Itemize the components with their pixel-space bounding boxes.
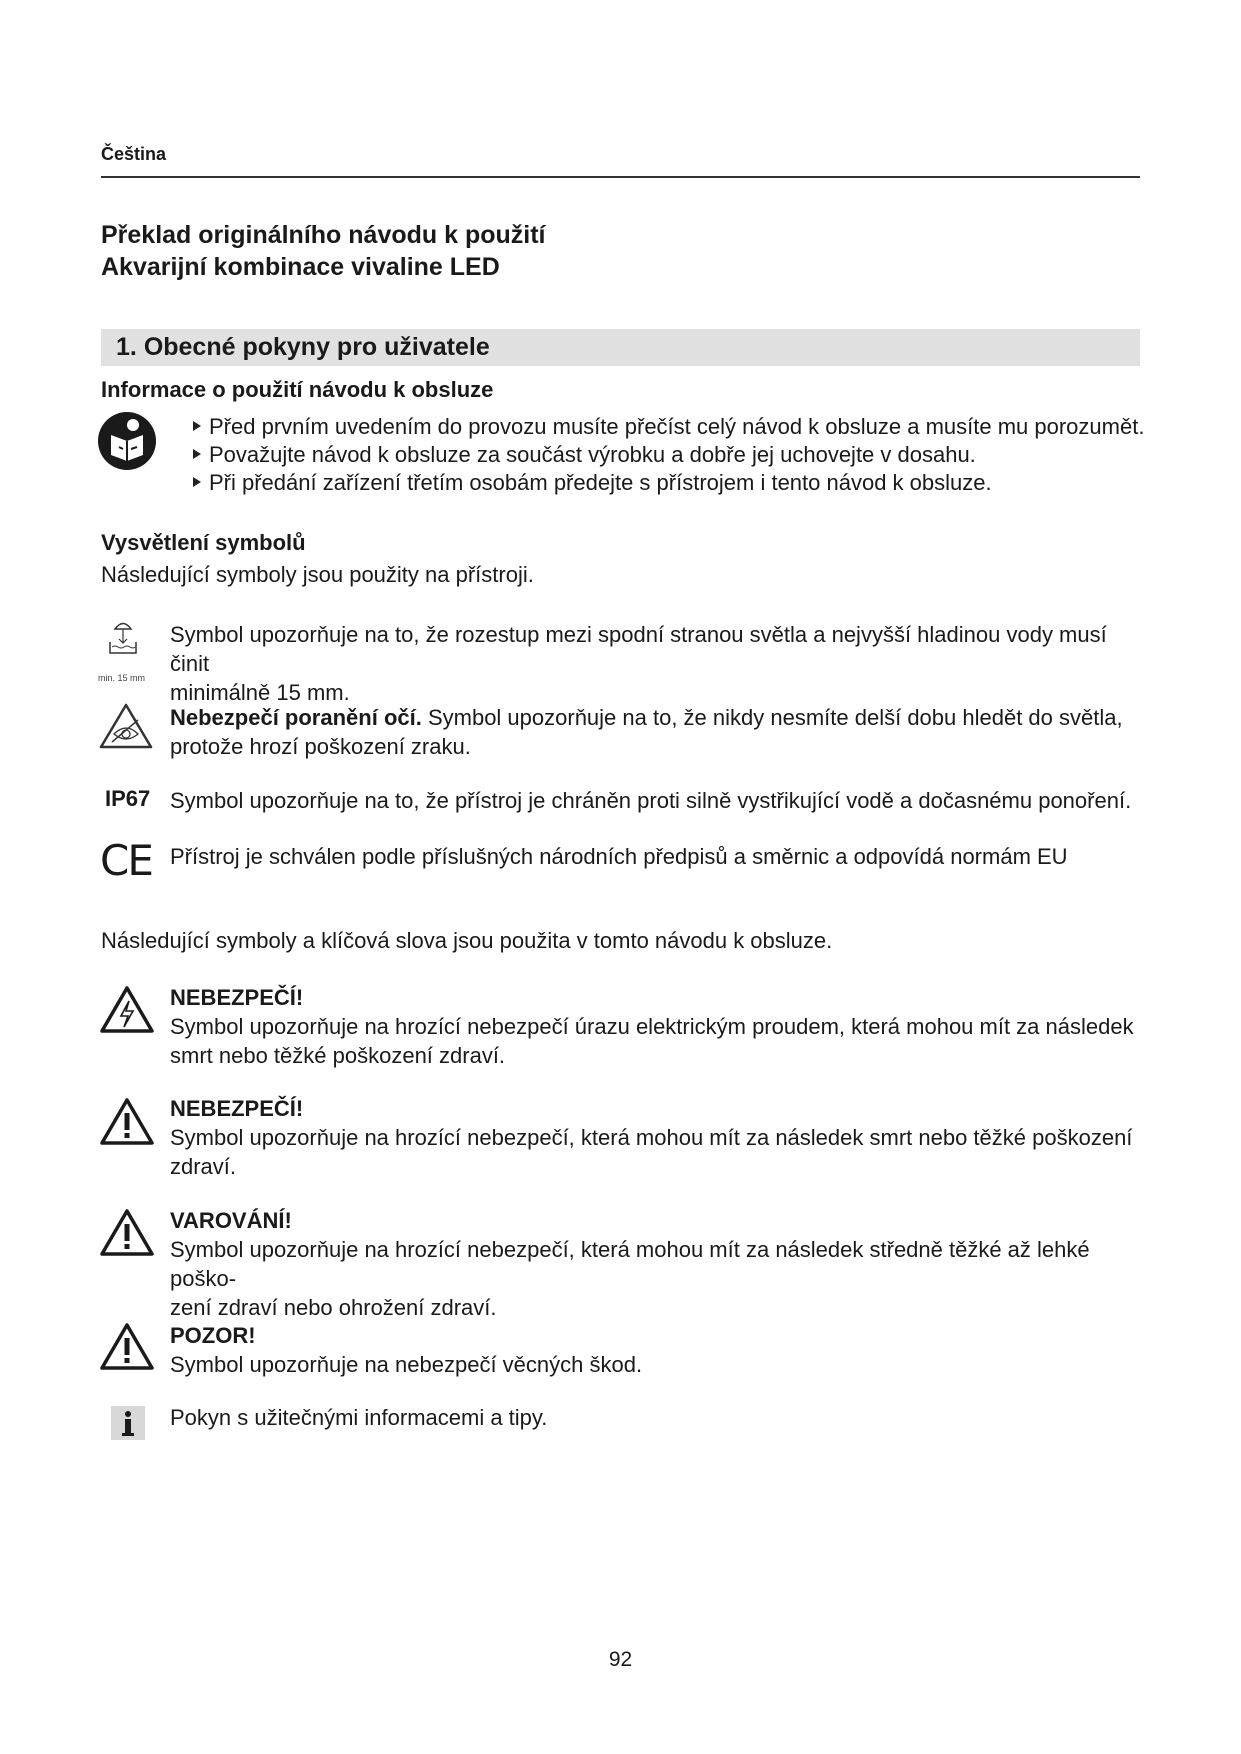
warning-text: VAROVÁNÍ! Symbol upozorňuje na hrozící nebezpečí, která mohou mít za následek středně těžké až lehké poško- zení zdraví nebo ohrožení zdraví. (170, 1208, 1090, 1320)
warning-exclamation-icon (99, 1097, 155, 1147)
danger-text: NEBEZPEČÍ! Symbol upozorňuje na hrozící nebezpečí, která mohou mít za následek smrt nebo těžké poškození zdraví. (170, 1096, 1133, 1179)
info-text: Pokyn s užitečnými informacemi a tipy. (170, 1405, 548, 1430)
product-title: Akvarijní kombinace vivaline LED (101, 253, 500, 281)
electric-hazard-text: NEBEZPEČÍ! Symbol upozorňuje na hrozící nebezpečí úrazu elektrickým proudem, která mohou mít za následek smrt nebo těžké poškození zdraví. (170, 985, 1134, 1068)
ip67-text: Symbol upozorňuje na to, že přístroj je chráněn proti silně vystřikující vodě a dočasnému ponoření. (170, 788, 1132, 813)
warning-exclamation-icon (99, 1208, 155, 1258)
ce-mark-icon: CE (100, 836, 152, 885)
manual-info-heading: Informace o použití návodu k obsluze (101, 377, 494, 402)
eye-hazard-icon (98, 702, 154, 750)
language-label: Čeština (101, 144, 167, 164)
min-distance-text: Symbol upozorňuje na to, že rozestup mezi spodní stranou světla a nejvyšší hladinou vody musí činit minimálně 15 mm. (170, 622, 1107, 705)
ip67-label: IP67 (105, 786, 151, 811)
eye-hazard-text: Nebezpečí poranění očí. Symbol upozorňuje na to, že nikdy nesmíte delší dobu hledět do světla, protože hrozí poškození zraku. (170, 705, 1123, 759)
document-title: Překlad originálního návodu k použití (101, 221, 546, 249)
read-manual-icon (97, 411, 157, 471)
warning-exclamation-icon (99, 1322, 155, 1372)
manual-bullet-2: Považujte návod k obsluze za součást výrobku a dobře jej uchovejte v dosahu. (193, 442, 976, 468)
symbols-heading: Vysvětlení symbolů (101, 530, 306, 555)
page-number: 92 (608, 1648, 633, 1671)
header-rule (101, 176, 1140, 178)
manual-bullet-3: Při předání zařízení třetím osobám předejte s přístrojem i tento návod k obsluze. (193, 470, 992, 496)
min-distance-icon (102, 618, 144, 656)
section-heading (116, 333, 490, 362)
ce-text: Přístroj je schválen podle příslušných národních předpisů a směrnic a odpovídá normám EU (170, 844, 1068, 869)
electric-hazard-icon (99, 985, 155, 1035)
min-distance-label: min. 15 mm (98, 673, 146, 683)
section-number: 1. (116, 333, 137, 361)
manual-bullet-1: Před prvním uvedením do provozu musíte přečíst celý návod k obsluze a musíte mu porozumět. (193, 414, 1144, 440)
caution-text: POZOR! Symbol upozorňuje na nebezpečí věcných škod. (170, 1323, 643, 1377)
symbols-intro: Následující symboly jsou použity na přístroji. (101, 562, 534, 587)
section-title: Obecné pokyny pro uživatele (143, 333, 490, 361)
info-icon (110, 1405, 146, 1441)
keywords-intro: Následující symboly a klíčová slova jsou použita v tomto návodu k obsluze. (101, 928, 833, 953)
